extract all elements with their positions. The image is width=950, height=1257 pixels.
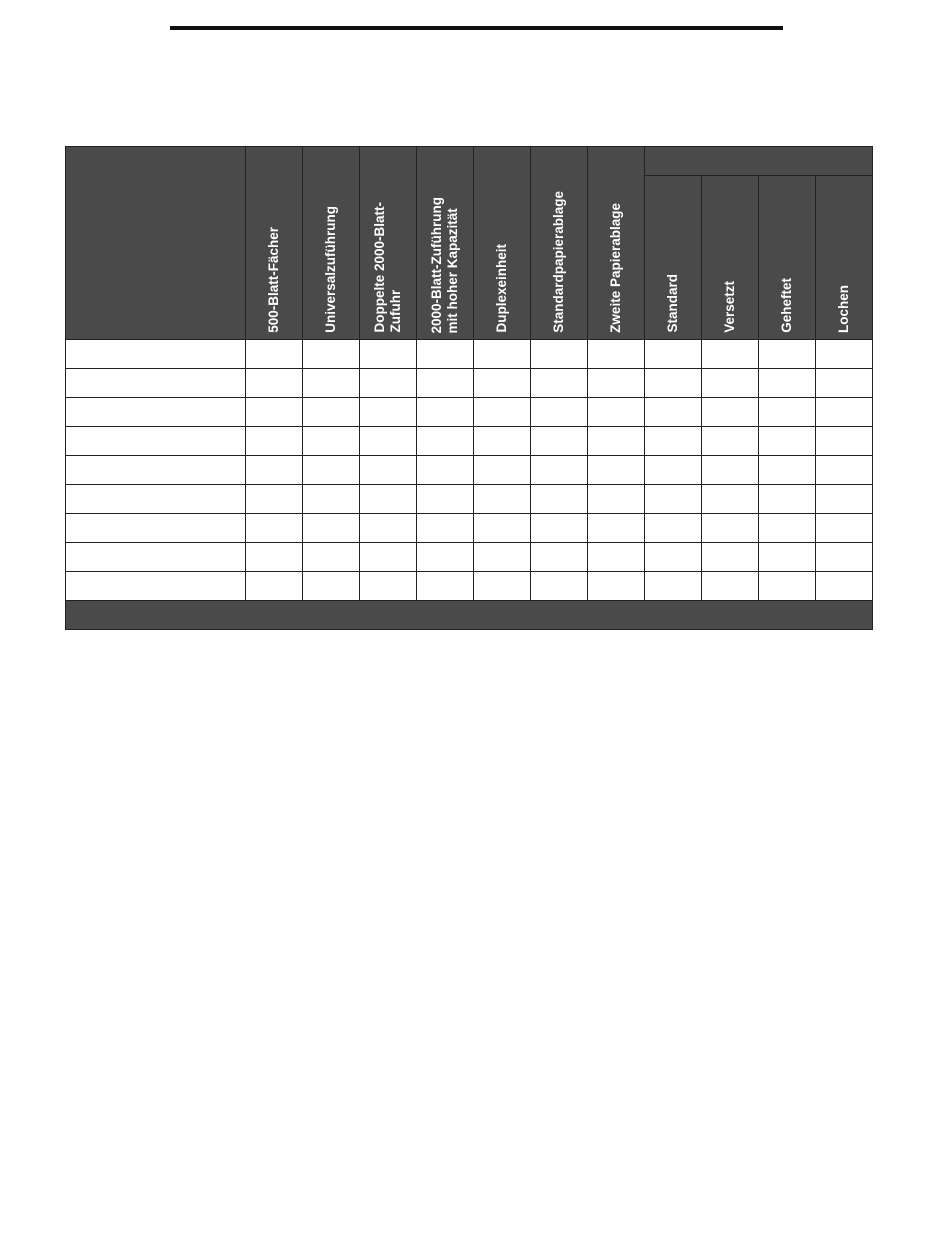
table-cell [246, 369, 303, 398]
table-cell [816, 369, 873, 398]
table-cell [531, 485, 588, 514]
group-column-header [759, 176, 816, 340]
column-header [588, 147, 645, 340]
table-cell [303, 514, 360, 543]
table-cell [531, 369, 588, 398]
table-cell [645, 543, 702, 572]
column-header-label: Duplexeinheit [494, 244, 509, 333]
table-cell [246, 456, 303, 485]
table-row [66, 456, 873, 485]
group-column-label: Lochen [836, 284, 851, 333]
column-header [531, 147, 588, 340]
table-row [66, 398, 873, 427]
table-row [66, 369, 873, 398]
table-cell [816, 398, 873, 427]
table-cell [417, 427, 474, 456]
table-cell [588, 514, 645, 543]
table-cell [645, 340, 702, 369]
column-header [303, 147, 360, 340]
table-cell [816, 427, 873, 456]
table-cell [702, 514, 759, 543]
column-header-label: Doppelte 2000-Blatt- Zufuhr [372, 202, 403, 333]
table-cell [417, 398, 474, 427]
group-column-header [645, 176, 702, 340]
group-column-header [816, 176, 873, 340]
table-cell [645, 485, 702, 514]
table-cell [303, 485, 360, 514]
row-label-cell [66, 543, 246, 572]
row-label-cell [66, 340, 246, 369]
table-cell [303, 340, 360, 369]
row-label-cell [66, 398, 246, 427]
table-row [66, 427, 873, 456]
table-row [66, 485, 873, 514]
table-cell [588, 340, 645, 369]
row-label-cell [66, 572, 246, 601]
row-label-cell [66, 369, 246, 398]
table-cell [360, 514, 417, 543]
table-cell [531, 398, 588, 427]
table-cell [303, 369, 360, 398]
table-cell [759, 514, 816, 543]
table-cell [759, 543, 816, 572]
table-cell [759, 456, 816, 485]
column-header-label: 500-Blatt-Fächer [266, 227, 281, 333]
column-header-label: Zweite Papierablage [608, 203, 623, 333]
table-cell [246, 543, 303, 572]
table-cell [303, 543, 360, 572]
table-cell [816, 456, 873, 485]
table-cell [474, 572, 531, 601]
table-cell [360, 427, 417, 456]
table-cell [759, 369, 816, 398]
column-header-label: Universalzuführung [323, 206, 338, 333]
row-label-cell [66, 456, 246, 485]
table-cell [588, 456, 645, 485]
table-row [66, 514, 873, 543]
column-header [246, 147, 303, 340]
table-cell [474, 340, 531, 369]
table-cell [417, 543, 474, 572]
table-cell [645, 572, 702, 601]
table-cell [417, 514, 474, 543]
table-row [66, 340, 873, 369]
table-cell [303, 572, 360, 601]
table-cell [702, 572, 759, 601]
table-cell [588, 369, 645, 398]
table-cell [531, 543, 588, 572]
table-row [66, 572, 873, 601]
table-cell [588, 572, 645, 601]
table-cell [759, 340, 816, 369]
table-cell [417, 572, 474, 601]
table-cell [246, 514, 303, 543]
table-cell [303, 427, 360, 456]
row-label-cell [66, 427, 246, 456]
table-cell [360, 543, 417, 572]
table-cell [759, 485, 816, 514]
table-cell [702, 543, 759, 572]
table-row [66, 543, 873, 572]
table-cell [702, 485, 759, 514]
table-cell [531, 340, 588, 369]
table-footer-bar [66, 601, 873, 630]
table-cell [645, 369, 702, 398]
table-cell [360, 456, 417, 485]
table-cell [474, 514, 531, 543]
table-cell [417, 340, 474, 369]
table-cell [417, 369, 474, 398]
table-cell [702, 456, 759, 485]
table-cell [474, 369, 531, 398]
table-cell [588, 485, 645, 514]
table-cell [360, 340, 417, 369]
table-cell [246, 485, 303, 514]
table-cell [588, 398, 645, 427]
column-header [360, 147, 417, 340]
group-column-label: Geheftet [779, 278, 794, 333]
table-cell [816, 485, 873, 514]
compatibility-table [65, 146, 873, 630]
table-cell [474, 427, 531, 456]
row-label-cell [66, 514, 246, 543]
table-cell [246, 340, 303, 369]
column-header [474, 147, 531, 340]
table-cell [816, 514, 873, 543]
column-header-label: 2000-Blatt-Zuführung mit hoher Kapazität [429, 196, 460, 333]
table-cell [246, 398, 303, 427]
table-cell [645, 427, 702, 456]
table-cell [531, 427, 588, 456]
header-empty-corner [66, 147, 246, 340]
footer-row [66, 601, 873, 630]
table-cell [588, 543, 645, 572]
table-cell [246, 572, 303, 601]
group-column-label: Versetzt [722, 281, 737, 333]
table-cell [474, 398, 531, 427]
table-cell [759, 398, 816, 427]
top-rule [170, 26, 783, 30]
table-cell [645, 398, 702, 427]
table-cell [702, 398, 759, 427]
table-cell [759, 572, 816, 601]
table-cell [303, 398, 360, 427]
table-cell [702, 340, 759, 369]
table-cell [474, 456, 531, 485]
table-cell [474, 485, 531, 514]
table-cell [759, 427, 816, 456]
table-cell [360, 572, 417, 601]
table-cell [588, 427, 645, 456]
table-cell [360, 398, 417, 427]
table-cell [816, 340, 873, 369]
group-column-label: Standard [665, 274, 680, 333]
table-cell [360, 485, 417, 514]
column-header [417, 147, 474, 340]
table-cell [531, 456, 588, 485]
table-cell [474, 543, 531, 572]
table-body [66, 340, 873, 630]
table-cell [246, 427, 303, 456]
group-column-header [702, 176, 759, 340]
table-cell [702, 427, 759, 456]
table-cell [531, 572, 588, 601]
table-cell [360, 369, 417, 398]
table-cell [531, 514, 588, 543]
table-cell [816, 572, 873, 601]
table-cell [816, 543, 873, 572]
table-cell [303, 456, 360, 485]
table-cell [645, 456, 702, 485]
column-header-label: Standardpapierablage [551, 191, 566, 333]
row-label-cell [66, 485, 246, 514]
table-cell [702, 369, 759, 398]
table-cell [417, 456, 474, 485]
table-cell [645, 514, 702, 543]
table-cell [417, 485, 474, 514]
group-header [645, 147, 873, 176]
